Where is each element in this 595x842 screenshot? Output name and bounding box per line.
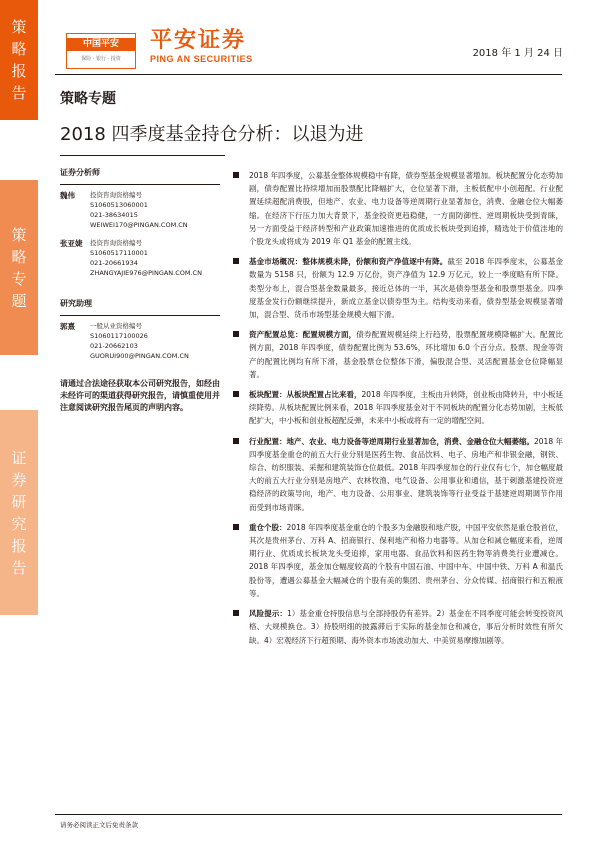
analyst-entry [60,190,220,230]
analyst-entry [60,238,220,278]
logo-en: PING AN SECURITIES [150,54,253,64]
bullet-square-icon [233,610,239,616]
legal-notice: 请通过合法途径获取本公司研究报告，如经由未经许可的渠道获得研究报告，请慎重使用并注意阅读研究报告尾页的声明内容。 [60,379,220,412]
assistant-entry [60,321,220,361]
analyst-info-line: 021-38634015 [90,211,138,219]
bullet-heading: 基金市场概况：整体规模未降，份额和资产净值逐中有降。 [249,257,448,267]
analyst-info [90,190,188,230]
sidebar-char: 略 [11,247,27,266]
sidebar-char: 专 [11,269,27,288]
sidebar-char: 策 [11,18,27,36]
assistant-info-line: 一般从业资格编号 [90,322,142,330]
bullet-text: 2018 年四季度，主板由升转降，创业板由降转升，中小板延续降势。从板块配置比例来看，2018 年四季度基金对于不同板块的配置分化态势加剧，主板低配扩大，中小板和创业板超配反弹，未来中小板或将有一定的增配空间。 [249,390,563,426]
bullet-text: 1）基金重仓持股信息与全部持股仍有差异。2）基金在不同季度可能会转变投资风格、大规模换仓。3）持股明细的披露滞后于实际的基金加仓和减仓，事后分析时效性有所欠缺。4）宏观经济下行超预期、海外资本市场波动加大、中美贸易摩擦加剧等。 [249,609,563,645]
analyst-info-line: S1060513060001 [90,201,148,209]
analysts-section [60,167,220,278]
sidebar-char: 题 [11,291,27,310]
header-divider [55,74,562,75]
summary-bullet [233,169,563,248]
bullet-heading: 行业配置：地产、农业、电力设备等逆周期行业显著加仓，消费、金融仓位大幅萎缩。 [249,436,535,446]
analyst-name: 魏伟 [60,191,75,200]
assistant-email[interactable]: GUORUI900@PINGAN.COM.CN [90,352,189,360]
report-date: 2018 年 1 月 24 日 [472,48,563,59]
report-series: 策略专题 [60,91,116,107]
assistant-section [60,298,220,361]
bullet-square-icon [233,391,239,397]
analyst-info-line: S1060517110001 [90,249,148,257]
ping-an-securities-logo [150,28,253,64]
page-title [60,120,364,146]
summary-bullet [233,328,563,381]
sidebar-report-category [0,410,38,615]
sidebar-char: 略 [11,40,27,58]
logo-cn: 平安证券 [150,28,247,53]
sidebar-char: 究 [11,514,27,533]
bullet-square-icon [233,258,239,264]
bullet-text: 2018 年四季度基金重仓的个股多为金融股和地产股，中国平安依然是重仓股首位，其次是贵州茅台、万科 A、招商银行、保利地产和格力电器等。从加仓和减仓幅度来看，逆周期行业、优质成长板块龙头受追捧，家用电器、食品饮料和医药生物等消费类行业遭减仓。2018 年四季度，基金加仓幅度较高的个股有中国石油、中国中车、中国中铁、万科 A 和温氏股份等，遭遇公募基金大幅减仓的个股有美的集团、贵州茅台、分众传媒、招商银行和五粮液等。 [249,522,563,598]
analyst-email[interactable]: WEIWEI170@PINGAN.COM.CN [90,221,188,229]
analyst-name: 张亚婕 [60,239,83,248]
sidebar-char: 券 [11,470,27,489]
sidebar-report-series [0,180,38,355]
bullet-heading: 重仓个股： [249,522,287,532]
summary-bullets [233,169,563,654]
sidebar-char: 证 [11,448,27,467]
analyst-email[interactable]: ZHANGYAJIE976@PINGAN.COM.CN [90,269,202,277]
analysts-heading: 证券分析师 [60,168,100,177]
bullet-square-icon [233,438,239,444]
sidebar-char: 报 [11,536,27,555]
sidebar-char: 策 [11,225,27,244]
assistant-info [90,321,189,361]
sidebar-char: 研 [11,492,27,511]
logo-label: 中国平安 [67,38,135,51]
bullet-text: 2018 年四季度，公募基金整体规模稳中有降，债券型基金规模显著增加。板块配置分化态势加剧，债券配置比持续增加而股票配比降幅扩大，仓位显著下滑，主板低配中小创超配。行业配置延续超配消费股，但地产、农业、电力设备等逆周期行业显著加仓，消费、金融仓位大幅萎缩。在经济下行压力加大背景下，基金投资更趋稳健，一方面防御性、逆周期板块受到青睐，另一方面受益于经济转型和产业政策加速推进的优质成长板块受到追捧，精选处于价值洼地的个股龙头或将成为 2019 年 Q1 基金的配置主线。 [249,171,563,247]
assistant-info-line: 021-20662103 [90,342,138,350]
analyst-info-line: 021-20661934 [90,259,138,267]
bullet-heading: 板块配置：从板块配置占比来看， [249,390,362,400]
assistant-name: 郭熹 [60,322,75,331]
sidebar-char: 告 [11,558,27,577]
sidebar-char: 告 [11,84,27,102]
title-text: 2018 四季度基金持仓分析：以退为进 [60,124,364,145]
assistant-heading: 研究助理 [60,299,92,308]
summary-bullet [233,388,563,428]
sidebar-report-type [0,0,38,120]
summary-bullet [233,521,563,600]
bullet-square-icon [233,172,239,178]
footer-divider [55,814,562,815]
bullet-square-icon [233,524,239,530]
bullet-heading: 风险提示： [249,609,288,619]
assistant-info-line: S1060117100026 [90,332,148,340]
title-divider [60,155,225,156]
summary-bullet [233,607,563,647]
bullet-heading: 资产配置总览：配置规模方面， [249,330,357,340]
section-divider [60,184,220,185]
bullet-text: 债券配置规模延续上行趋势，股票配置规模降幅扩大。配置比例方面，2018 年四季度，债券配置比例为 53.6%，环比增加 6.0 个百分点。股票、现金等资产的配置比例均有所下滑，基金股票仓位整体下滑，偏股混合型、灵活配置基金仓位降幅显著。 [249,330,564,379]
bullet-text: 截至 2018 年四季度末，公募基金数量为 5158 只，份额为 12.9 万亿份，资产净值为 12.9 万亿元，较上一季度略有所下降。类型分布上，混合型基金数量最多，接近总体的一半，其次是债券型基金和股票型基金。四季度基金发行份额继续提升，新成立基金以债券型为主。结构变动来看，债券型基金规模显著增加，混合型、货币市场型基金规模大幅下滑。 [249,257,564,320]
section-divider [60,315,220,316]
analyst-info-line: 投资咨询资格编号 [90,239,142,247]
sidebar [0,0,38,842]
analyst-info [90,238,202,278]
sidebar-char: 报 [11,62,27,80]
analyst-info-line: 投资咨询资格编号 [90,191,142,199]
summary-bullet [233,435,563,514]
logo-tagline: 保险 · 银行 · 投资 [81,56,121,62]
ping-an-group-logo [66,33,136,69]
footer-disclaimer: 请务必阅读正文后免责条款 [60,821,138,829]
bullet-text: 2018 年四季度基金重仓的前五大行业分别是医药生物、食品饮料、电子、房地产和非银金融，钢铁、综合、纺织服装、采掘和建筑装饰仓位最低。2018 年四季度加仓的行业仅有七个，加仓幅度最大的前五大行业分别是房地产、农林牧渔、电气设备、公用事业和通信，基于刺激基建投资逆稳经济的政策导向，地产、电力设备、公用事业、建筑装饰等行业受益于基建逆周期调节作用而受到市场青睐。 [249,436,563,512]
summary-bullet [233,255,563,321]
bullet-square-icon [233,331,239,337]
